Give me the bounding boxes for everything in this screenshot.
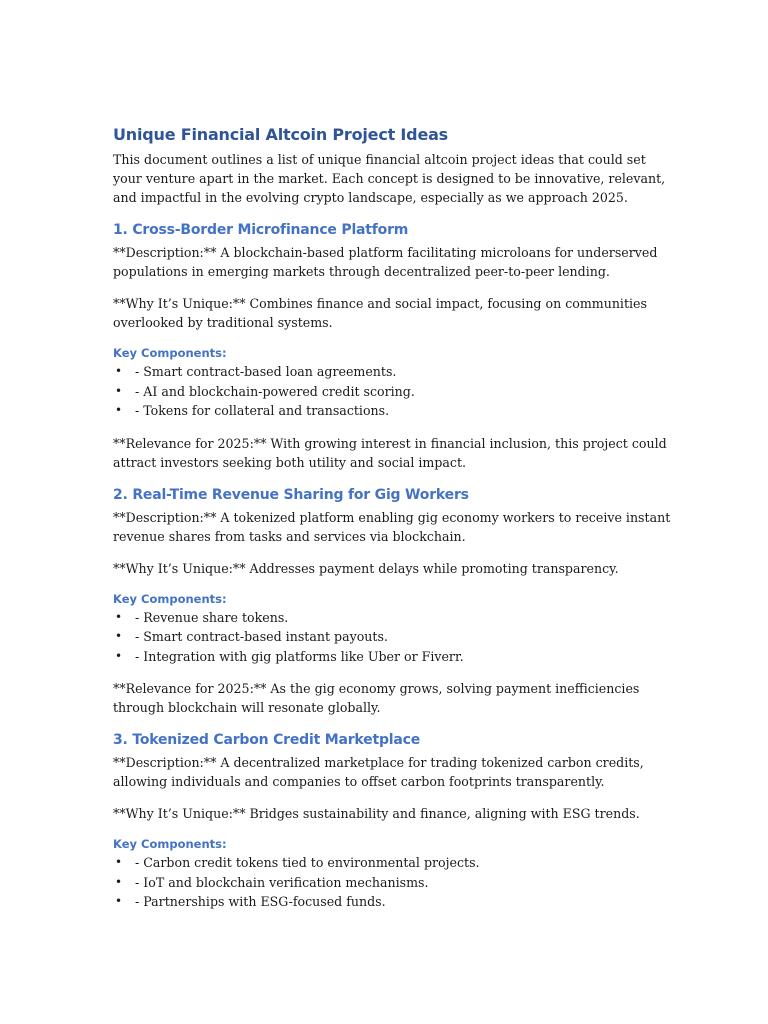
key-components-heading: Key Components: — [113, 591, 227, 606]
list-item-text: - Partnerships with ESG-focused funds. — [135, 894, 386, 909]
relevance-paragraph: **Relevance for 2025:** With growing interest in financial inclusion, this project could attract investors seeking both utility and social impact. — [113, 435, 667, 470]
key-components-list — [113, 608, 673, 667]
list-item — [113, 362, 673, 382]
intro-paragraph: This document outlines a list of unique financial altcoin project ideas that could set your venture apart in the market. Each concept is designed to be innovative, relevant, and impactful in the evolving crypto landscape, especially as we approach 2025. — [113, 152, 666, 205]
list-item — [113, 853, 673, 873]
bullet-icon: • — [115, 648, 123, 663]
section-heading: 3. Tokenized Carbon Credit Marketplace — [113, 732, 421, 748]
list-item-text: - Smart contract-based instant payouts. — [135, 629, 388, 644]
list-item — [113, 608, 673, 628]
bullet-icon: • — [115, 894, 123, 908]
list-item-text: - Smart contract-based loan agreements. — [135, 364, 397, 379]
description-paragraph: **Description:** A tokenized platform enabling gig economy workers to receive instant revenue shares from tasks and services via blockchain. — [113, 509, 671, 544]
section-heading: 1. Cross-Border Microfinance Platform — [113, 222, 409, 238]
relevance-paragraph: **Relevance for 2025:** As the gig economy grows, solving payment inefficiencies through blockchain will resonate globally. — [113, 681, 640, 715]
list-item — [113, 873, 673, 893]
list-item — [113, 627, 673, 647]
list-item — [113, 647, 673, 667]
why-unique-paragraph: **Why It’s Unique:** Bridges sustainability and finance, aligning with ESG trends. — [113, 806, 640, 821]
list-item — [113, 382, 673, 402]
document-page — [113, 124, 673, 925]
section-1 — [113, 220, 673, 472]
key-components-list — [113, 853, 673, 912]
key-components-heading: Key Components: — [113, 837, 227, 851]
section-3 — [113, 730, 673, 912]
description-paragraph: **Description:** A blockchain-based platform facilitating microloans for underserved populations in emerging markets through decentralized peer-to-peer lending. — [113, 245, 658, 279]
list-item-text: - IoT and blockchain verification mechanisms. — [135, 874, 429, 890]
list-item-text: - Carbon credit tokens tied to environmental projects. — [135, 855, 480, 870]
key-components-list — [113, 362, 673, 421]
section-heading: 2. Real-Time Revenue Sharing for Gig Workers — [113, 486, 469, 503]
bullet-icon: • — [115, 874, 123, 889]
description-paragraph: **Description:** A decentralized marketplace for trading tokenized carbon credits, allowing individuals and companies to offset carbon footprints transparently. — [113, 755, 644, 789]
bullet-icon: • — [115, 855, 123, 869]
list-item-text: - AI and blockchain-powered credit scoring. — [135, 383, 415, 399]
list-item-text: - Integration with gig platforms like Uber or Fiverr. — [135, 648, 464, 664]
bullet-icon: • — [115, 383, 123, 398]
list-item-text: - Revenue share tokens. — [135, 609, 289, 625]
list-item — [113, 892, 673, 912]
list-item-text: - Tokens for collateral and transactions. — [135, 403, 390, 418]
bullet-icon: • — [115, 609, 123, 624]
document-title: Unique Financial Altcoin Project Ideas — [113, 125, 449, 144]
section-2 — [113, 485, 673, 718]
bullet-icon: • — [115, 364, 123, 378]
list-item — [113, 401, 673, 421]
key-components-heading: Key Components: — [113, 346, 227, 360]
bullet-icon: • — [115, 403, 123, 417]
why-unique-paragraph: **Why It’s Unique:** Addresses payment delays while promoting transparency. — [113, 560, 619, 576]
why-unique-paragraph: **Why It’s Unique:** Combines finance and social impact, focusing on communities overlooked by traditional systems. — [113, 296, 647, 330]
bullet-icon: • — [115, 629, 123, 643]
